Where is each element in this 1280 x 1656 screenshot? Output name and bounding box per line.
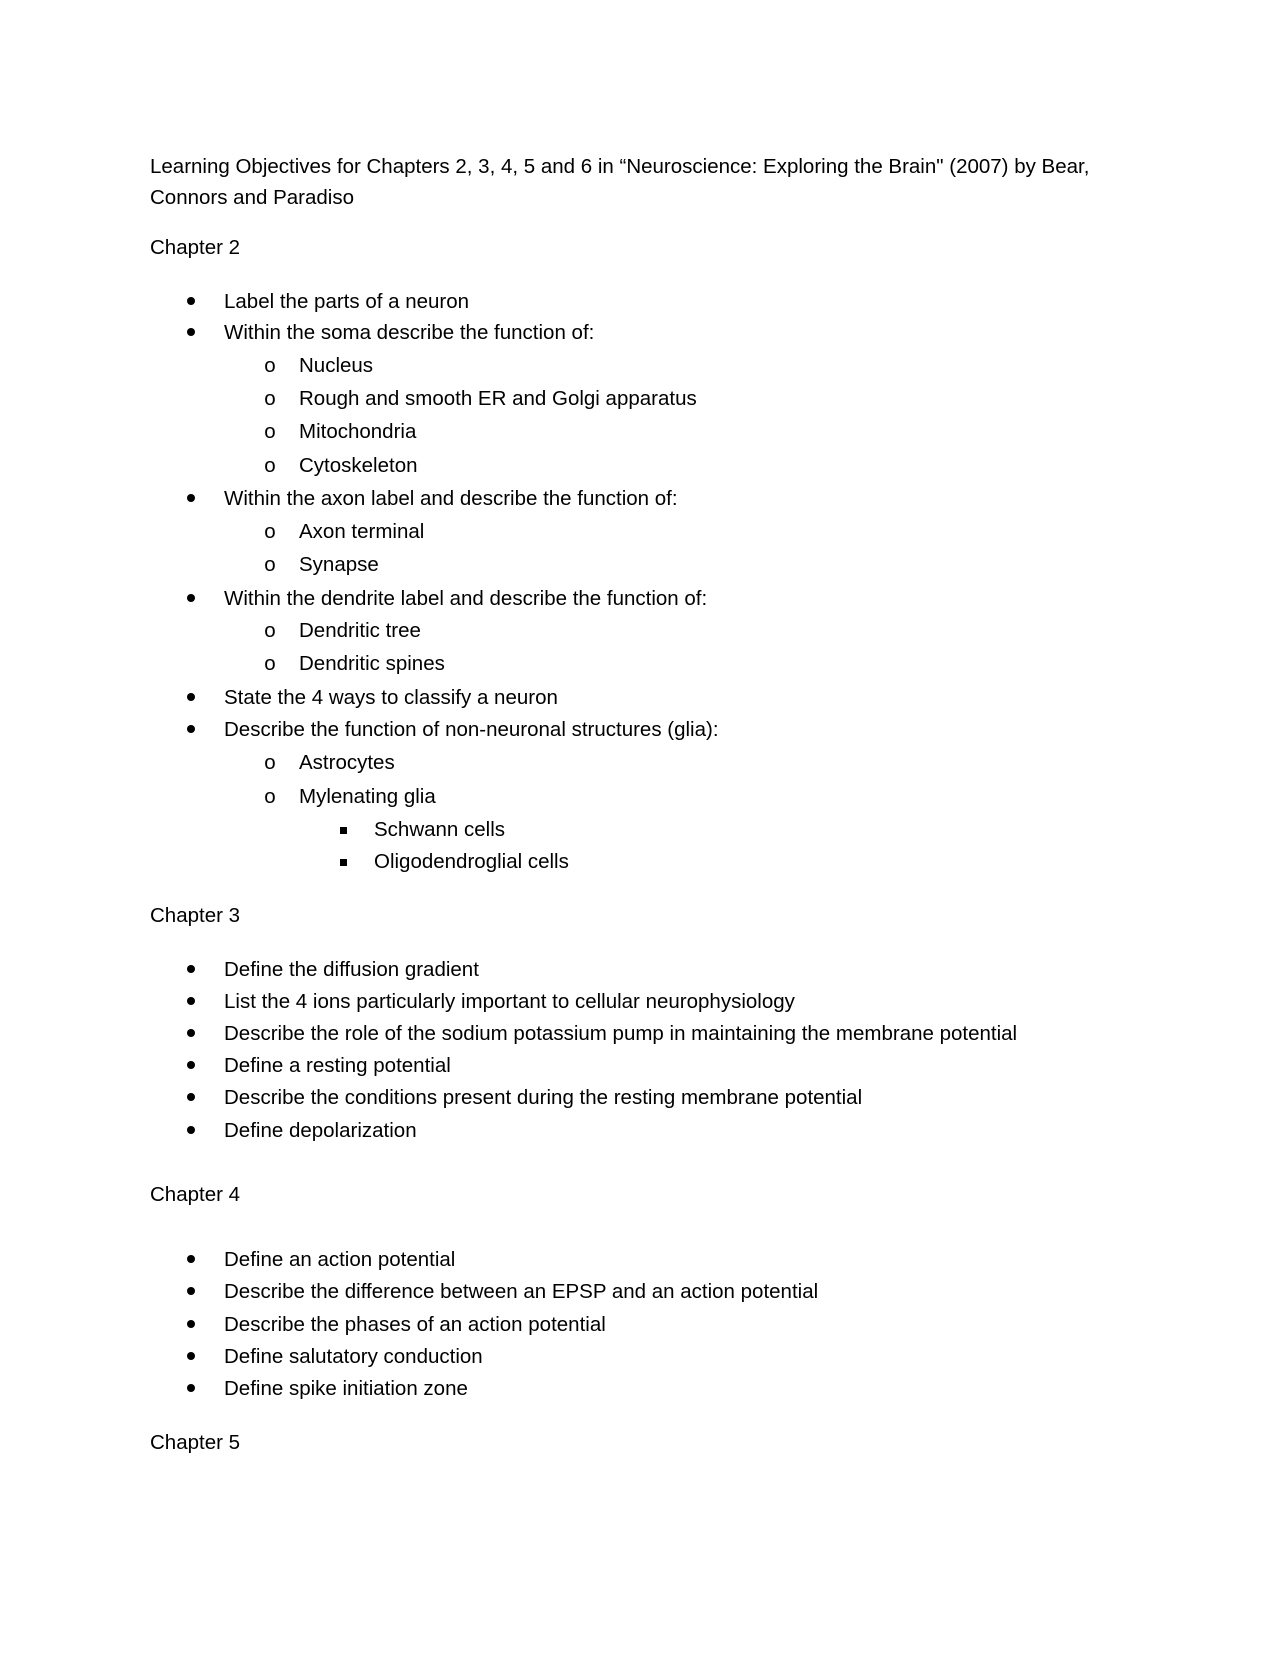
list-item: Within the soma describe the function of: bbox=[224, 321, 595, 344]
list-item: Mylenating glia bbox=[299, 785, 436, 808]
bullet-icon bbox=[187, 1287, 195, 1295]
list-item: Describe the difference between an EPSP and an action potential bbox=[224, 1280, 819, 1303]
list-item: Define depolarization bbox=[224, 1119, 417, 1142]
circle-bullet-icon: o bbox=[264, 454, 276, 477]
bullet-icon bbox=[187, 997, 195, 1005]
list-item: Define salutatory conduction bbox=[224, 1345, 483, 1368]
square-bullet-icon bbox=[340, 827, 347, 834]
list-item: Synapse bbox=[299, 553, 379, 576]
bullet-icon bbox=[187, 1255, 195, 1263]
bullet-icon bbox=[187, 1061, 195, 1069]
list-item: Mitochondria bbox=[299, 420, 417, 443]
bullet-icon bbox=[187, 1093, 195, 1101]
list-item: Cytoskeleton bbox=[299, 454, 418, 477]
circle-bullet-icon: o bbox=[264, 751, 276, 774]
list-item: Define the diffusion gradient bbox=[224, 958, 479, 981]
bullet-icon bbox=[187, 1352, 195, 1360]
list-item: Describe the conditions present during the resting membrane potential bbox=[224, 1086, 863, 1109]
circle-bullet-icon: o bbox=[264, 420, 276, 443]
list-item: Schwann cells bbox=[374, 818, 506, 841]
list-item: Axon terminal bbox=[299, 520, 425, 543]
list-item: Describe the role of the sodium potassium pump in maintaining the membrane potential bbox=[224, 1022, 1018, 1045]
list-item: Define an action potential bbox=[224, 1248, 456, 1271]
circle-bullet-icon: o bbox=[264, 652, 276, 675]
bullet-icon bbox=[187, 328, 195, 336]
chapter-heading: Chapter 4 bbox=[150, 1183, 241, 1206]
chapter-heading: Chapter 3 bbox=[150, 904, 241, 927]
chapter-heading: Chapter 5 bbox=[150, 1431, 241, 1454]
list-item: Nucleus bbox=[299, 354, 374, 377]
bullet-icon bbox=[187, 693, 195, 701]
list-item: Dendritic tree bbox=[299, 619, 421, 642]
list-item: Rough and smooth ER and Golgi apparatus bbox=[299, 387, 697, 410]
circle-bullet-icon: o bbox=[264, 354, 276, 377]
list-item: Dendritic spines bbox=[299, 652, 445, 675]
circle-bullet-icon: o bbox=[264, 785, 276, 808]
bullet-icon bbox=[187, 1126, 195, 1134]
circle-bullet-icon: o bbox=[264, 387, 276, 410]
bullet-icon bbox=[187, 594, 195, 602]
list-item: List the 4 ions particularly important to cellular neurophysiology bbox=[224, 990, 795, 1013]
chapter-heading: Chapter 2 bbox=[150, 236, 241, 259]
list-item: Within the dendrite label and describe the function of: bbox=[224, 587, 708, 610]
circle-bullet-icon: o bbox=[264, 619, 276, 642]
bullet-icon bbox=[187, 1384, 195, 1392]
list-item: Oligodendroglial cells bbox=[374, 850, 569, 873]
bullet-icon bbox=[187, 1320, 195, 1328]
bullet-icon bbox=[187, 494, 195, 502]
list-item: Define a resting potential bbox=[224, 1054, 451, 1077]
document-title: Learning Objectives for Chapters 2, 3, 4, 5 and 6 in “Neuroscience: Exploring the Brain" (2007) by Bear, Connors and Paradiso bbox=[150, 155, 1090, 209]
list-item: Within the axon label and describe the function of: bbox=[224, 487, 678, 510]
circle-bullet-icon: o bbox=[264, 553, 276, 576]
bullet-icon bbox=[187, 297, 195, 305]
square-bullet-icon bbox=[340, 859, 347, 866]
list-item: State the 4 ways to classify a neuron bbox=[224, 686, 558, 709]
circle-bullet-icon: o bbox=[264, 520, 276, 543]
list-item: Label the parts of a neuron bbox=[224, 290, 470, 313]
bullet-icon bbox=[187, 725, 195, 733]
list-item: Define spike initiation zone bbox=[224, 1377, 468, 1400]
list-item: Describe the function of non-neuronal structures (glia): bbox=[224, 718, 719, 741]
list-item: Describe the phases of an action potential bbox=[224, 1313, 606, 1336]
bullet-icon bbox=[187, 1029, 195, 1037]
list-item: Astrocytes bbox=[299, 751, 395, 774]
bullet-icon bbox=[187, 965, 195, 973]
